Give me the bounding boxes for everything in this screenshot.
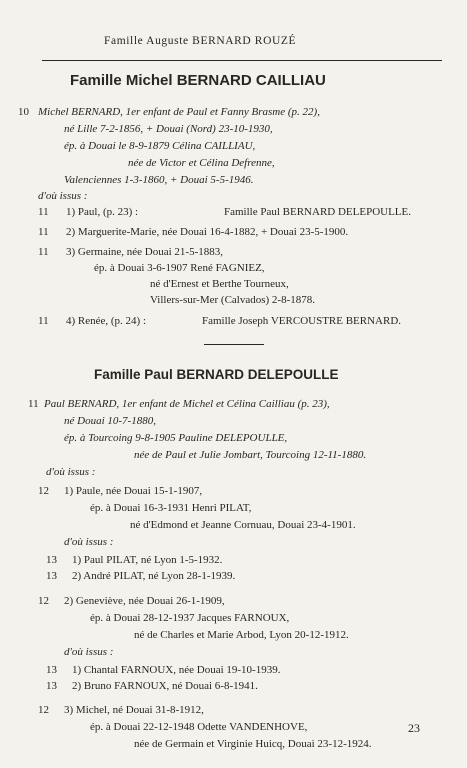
entry-line: Michel BERNARD, 1er enfant de Paul et Fanny Brasme (p. 22), [38, 106, 320, 118]
child-detail: ép. à Douai 28-12-1937 Jacques FARNOUX, [90, 612, 290, 624]
grandchild-number: 13 [46, 680, 57, 692]
child-number: 11 [38, 226, 49, 238]
header-rule [42, 60, 442, 61]
page-number: 23 [408, 721, 420, 735]
entry-line: née de Paul et Julie Jombart, Tourcoing 12-11-1880. [134, 449, 367, 461]
grandchild-number: 13 [46, 570, 57, 582]
dou-issus-label: d'où issus : [38, 190, 88, 202]
child-number: 12 [38, 704, 49, 716]
child-entry: 1) Paule, née Douai 15-1-1907, [64, 485, 203, 497]
grandchild-entry: 2) Bruno FARNOUX, né Douai 6-8-1941. [72, 680, 258, 692]
grandchild-number: 13 [46, 554, 57, 566]
child-number: 11 [38, 246, 49, 258]
child-entry: 3) Michel, né Douai 31-8-1912, [64, 704, 204, 716]
section-title-delepoulle: Famille Paul BERNARD DELEPOULLE [94, 367, 339, 382]
grandchild-entry: 1) Chantal FARNOUX, née Douai 19-10-1939. [72, 664, 281, 676]
dou-issus-label: d'où issus : [64, 536, 114, 548]
entry-line: né Douai 10-7-1880, [64, 415, 156, 427]
section-divider [204, 344, 264, 345]
child-reference: Famille Joseph VERCOUSTRE BERNARD. [202, 315, 402, 327]
child-number: 11 [38, 315, 49, 327]
child-entry: 1) Paul, (p. 23) : [66, 206, 139, 218]
child-detail: ép. à Douai 16-3-1931 Henri PILAT, [90, 502, 252, 514]
grandchild-entry: 1) Paul PILAT, né Lyon 1-5-1932. [72, 554, 223, 566]
grandchild-number: 13 [46, 664, 57, 676]
entry-line: né Lille 7-2-1856, + Douai (Nord) 23-10-1930, [64, 123, 273, 135]
child-entry: 3) Germaine, née Douai 21-5-1883, [66, 246, 224, 258]
section-title-cailliau: Famille Michel BERNARD CAILLIAU [70, 72, 326, 89]
entry-line: Valenciennes 1-3-1860, + Douai 5-5-1946. [64, 174, 254, 186]
child-reference: Famille Paul BERNARD DELEPOULLE. [224, 206, 411, 218]
child-entry: 4) Renée, (p. 24) : [66, 315, 147, 327]
child-detail: Villers-sur-Mer (Calvados) 2-8-1878. [150, 294, 315, 306]
child-detail: ép. à Douai 3-6-1907 René FAGNIEZ, [94, 262, 265, 274]
child-detail: né de Charles et Marie Arbod, Lyon 20-12-1912. [134, 629, 349, 641]
dou-issus-label: d'où issus : [64, 646, 114, 658]
child-number: 12 [38, 485, 49, 497]
entry-number: 11 [28, 398, 39, 410]
entry-line: née de Victor et Célina Defrenne, [128, 157, 275, 169]
entry-number: 10 [18, 106, 29, 118]
grandchild-entry: 2) André PILAT, né Lyon 28-1-1939. [72, 570, 236, 582]
child-detail: née de Germain et Virginie Huicq, Douai 23-12-1924. [134, 738, 372, 750]
entry-line: ép. à Tourcoing 9-8-1905 Pauline DELEPOULLE, [64, 432, 288, 444]
child-detail: né d'Ernest et Berthe Tourneux, [150, 278, 289, 290]
child-detail: ép. à Douai 22-12-1948 Odette VANDENHOVE, [90, 721, 308, 733]
child-number: 12 [38, 595, 49, 607]
child-detail: né d'Edmond et Jeanne Cornuau, Douai 23-4-1901. [130, 519, 356, 531]
running-header: Famille Auguste BERNARD ROUZÉ [104, 35, 297, 47]
dou-issus-label: d'où issus : [46, 466, 96, 478]
child-entry: 2) Geneviève, née Douai 26-1-1909, [64, 595, 225, 607]
child-number: 11 [38, 206, 49, 218]
entry-line: Paul BERNARD, 1er enfant de Michel et Célina Cailliau (p. 23), [44, 398, 330, 410]
child-entry: 2) Marguerite-Marie, née Douai 16-4-1882, + Douai 23-5-1900. [66, 226, 349, 238]
entry-line: ép. à Douai le 8-9-1879 Célina CAILLIAU, [64, 140, 256, 152]
